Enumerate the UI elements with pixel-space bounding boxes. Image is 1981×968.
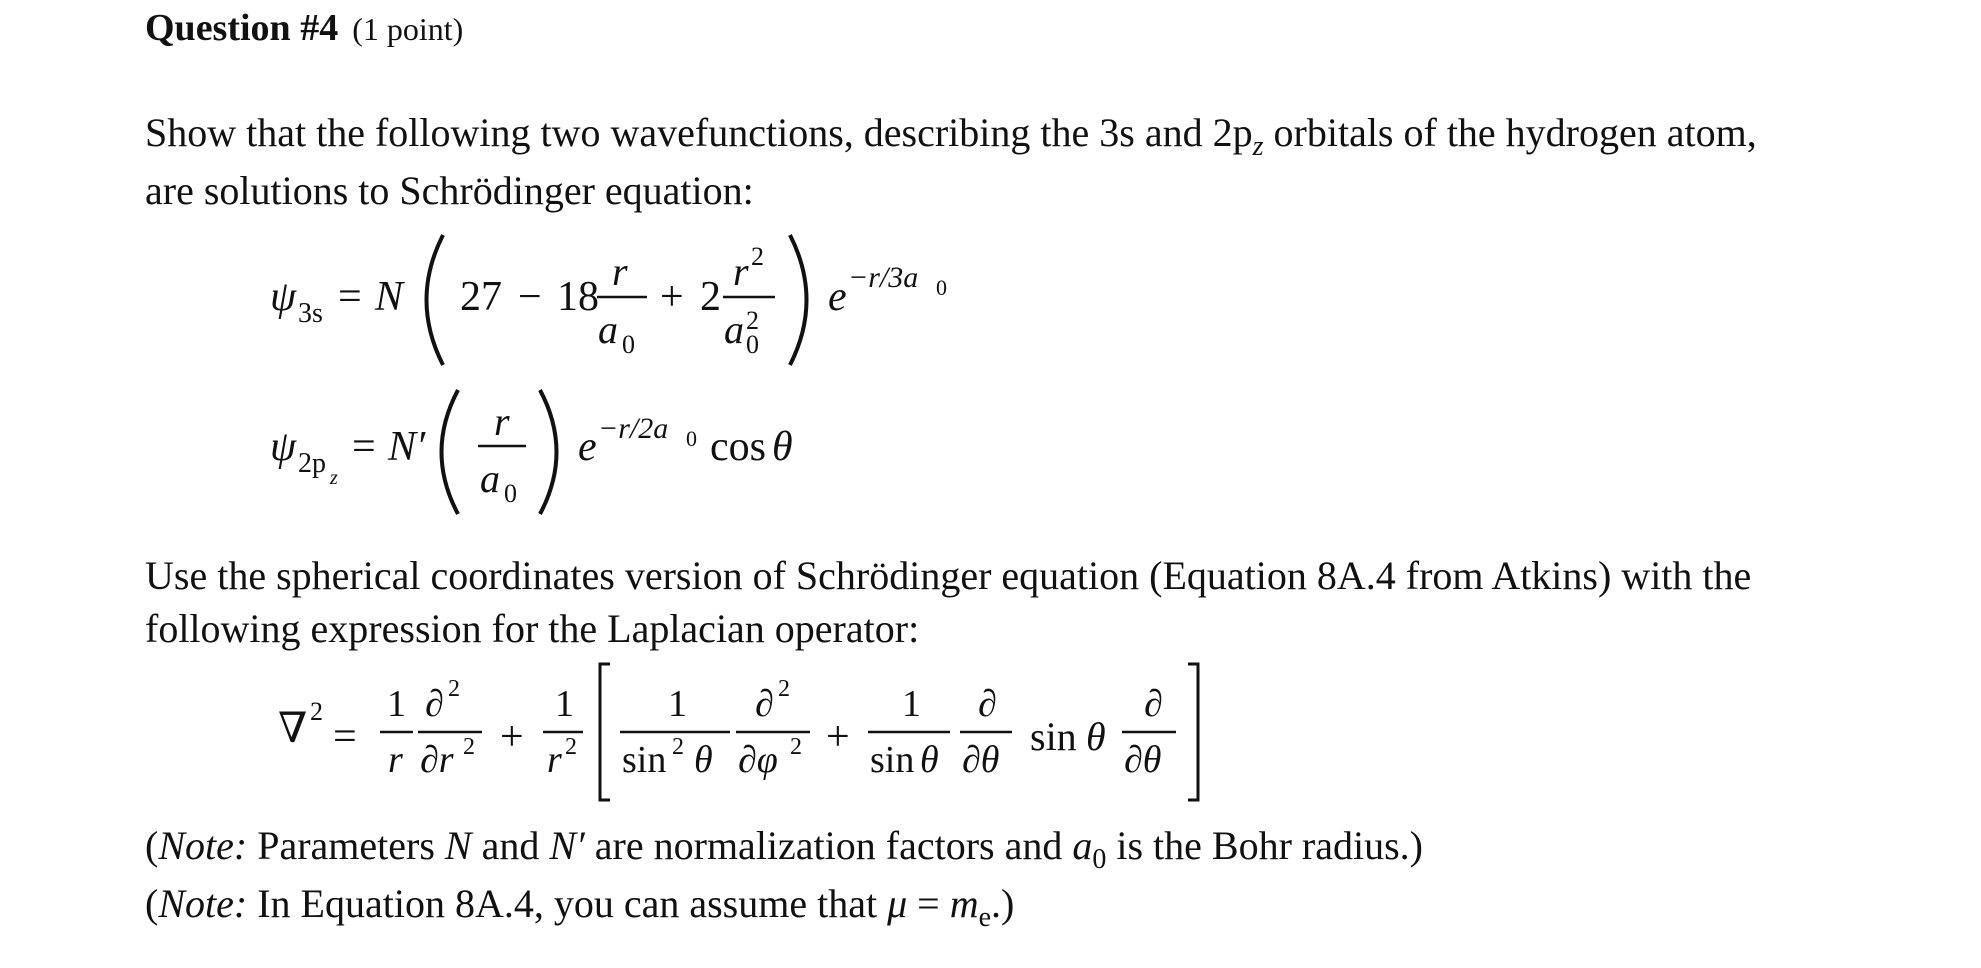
frac1-num: r [612, 249, 628, 294]
frac2-num: r [733, 249, 749, 294]
lap-theta-c: θ [1086, 714, 1106, 759]
frac2-num-sup: 2 [751, 242, 764, 271]
right-paren-2 [540, 390, 557, 514]
plus-sign: + [660, 274, 684, 320]
right-paren [790, 235, 807, 365]
note2-text-a: In Equation 8A.4, you can assume that [247, 881, 888, 926]
lap-one-a: 1 [387, 683, 406, 725]
lap-dr2: ∂r [420, 739, 454, 781]
lap-theta-b: θ [920, 739, 939, 781]
lap-one-b: 1 [555, 683, 574, 725]
intro-text-a: Show that the following two wavefunctions, describing the 3s and 2p [145, 110, 1253, 155]
exponent: −r/3a [848, 261, 919, 294]
exponent-2-sub: 0 [686, 426, 697, 451]
question-heading [145, 6, 463, 50]
lap-d2-a: ∂ [425, 683, 444, 725]
note2-equals: = [907, 881, 950, 926]
lap-dr2-sup: 2 [463, 734, 475, 760]
equals-sign-2: = [352, 424, 376, 470]
lap-dtheta-a: ∂θ [962, 739, 1000, 781]
frac-num: r [494, 399, 510, 444]
note-1 [145, 822, 1423, 876]
note2-mu: μ [887, 881, 908, 926]
psi-symbol: ψ [270, 274, 297, 320]
left-bracket [600, 664, 610, 800]
psi-sub-3s: 3s [298, 298, 323, 329]
nabla-symbol: ∇ [278, 706, 308, 752]
note2-label: Note: [158, 881, 248, 926]
instruction-line-2: following expression for the Laplacian operator: [145, 606, 920, 651]
note1-a0-sub: 0 [1092, 844, 1107, 875]
frac-den: a [480, 456, 500, 501]
exponent-2: −r/2a [598, 412, 669, 445]
note1-and: and [471, 823, 550, 868]
exponent-sub: 0 [936, 275, 947, 300]
frac1-den-sub: 0 [622, 330, 635, 359]
equation-psi-3s [250, 225, 970, 380]
equation-psi-2pz [250, 380, 850, 535]
frac2-den-sup: 2 [746, 306, 759, 335]
frac-den-sub: 0 [504, 479, 517, 508]
lap-d-a: ∂ [978, 683, 997, 725]
lap-sin2: sin [622, 739, 667, 781]
note-2 [145, 880, 1014, 934]
lap-theta-a: θ [694, 739, 713, 781]
equals-sign: = [338, 274, 362, 320]
note1-N: N [444, 823, 472, 868]
theta-symbol: θ [772, 424, 793, 470]
frac2-den: a [724, 307, 744, 352]
lap-one-d: 1 [902, 683, 921, 725]
intro-line-2: are solutions to Schrödinger equation: [145, 168, 754, 213]
lap-equals: = [333, 714, 357, 760]
exp-base-e: e [828, 274, 847, 320]
lap-dphi2: ∂φ [738, 739, 778, 781]
question-title: Question #4 [145, 7, 339, 49]
coef-18: 18 [557, 274, 599, 320]
lap-d2-a-sup: 2 [448, 676, 460, 702]
note1-text-a: Parameters [247, 823, 445, 868]
lap-d-b: ∂ [1144, 683, 1163, 725]
note1-label: Note: [158, 823, 248, 868]
frac2-den-sub: 0 [746, 330, 759, 359]
nabla-sup: 2 [310, 697, 323, 726]
note1-a0: a [1072, 823, 1093, 868]
lap-r2-sup: 2 [565, 734, 577, 760]
lap-sin-b: sin [1030, 714, 1077, 759]
exp-base-e-2: e [578, 424, 597, 470]
lap-sin2-sup: 2 [672, 734, 684, 760]
lap-r-a: r [388, 739, 403, 781]
note2-end: .) [991, 881, 1015, 926]
lap-plus-b: + [826, 714, 850, 760]
minus-sign: − [518, 274, 542, 320]
norm-N: N [375, 274, 404, 320]
note1-text-c: is the Bohr radius.) [1106, 823, 1423, 868]
note1-Nprime: N′ [549, 823, 585, 868]
lap-plus-a: + [500, 714, 524, 760]
psi2-symbol: ψ [270, 424, 297, 470]
right-bracket [1188, 664, 1198, 800]
note1-open: ( [145, 823, 159, 868]
left-paren-2 [442, 390, 459, 514]
lap-r2: r [547, 739, 562, 781]
lap-d2-b-sup: 2 [778, 676, 790, 702]
intro-text-b: orbitals of the hydrogen atom, [1263, 110, 1757, 155]
equation-laplacian [270, 660, 1210, 815]
norm-Nprime: N′ [388, 424, 426, 470]
lap-one-c: 1 [668, 683, 687, 725]
note1-text-b: are normalization factors and [584, 823, 1073, 868]
lap-sin-a: sin [870, 739, 915, 781]
term-27: 27 [460, 274, 502, 320]
note2-m: m [949, 881, 979, 926]
note2-m-sub: e [978, 902, 992, 933]
left-paren [427, 235, 444, 365]
lap-dtheta-b: ∂θ [1124, 739, 1162, 781]
lap-d2-b: ∂ [755, 683, 774, 725]
coef-2: 2 [700, 274, 721, 320]
intro-sub-z: z [1252, 131, 1264, 162]
instruction-line-1: Use the spherical coordinates version of Schrödinger equation (Equation 8A.4 from Atkins) with the [145, 553, 1752, 598]
psi2-subsub: z [330, 467, 338, 489]
frac1-den: a [598, 307, 618, 352]
cos-label: cos [710, 424, 766, 470]
note2-open: ( [145, 881, 159, 926]
lap-dphi2-sup: 2 [790, 734, 802, 760]
question-points: (1 point) [352, 11, 464, 47]
psi2-sub: 2p [298, 448, 326, 479]
